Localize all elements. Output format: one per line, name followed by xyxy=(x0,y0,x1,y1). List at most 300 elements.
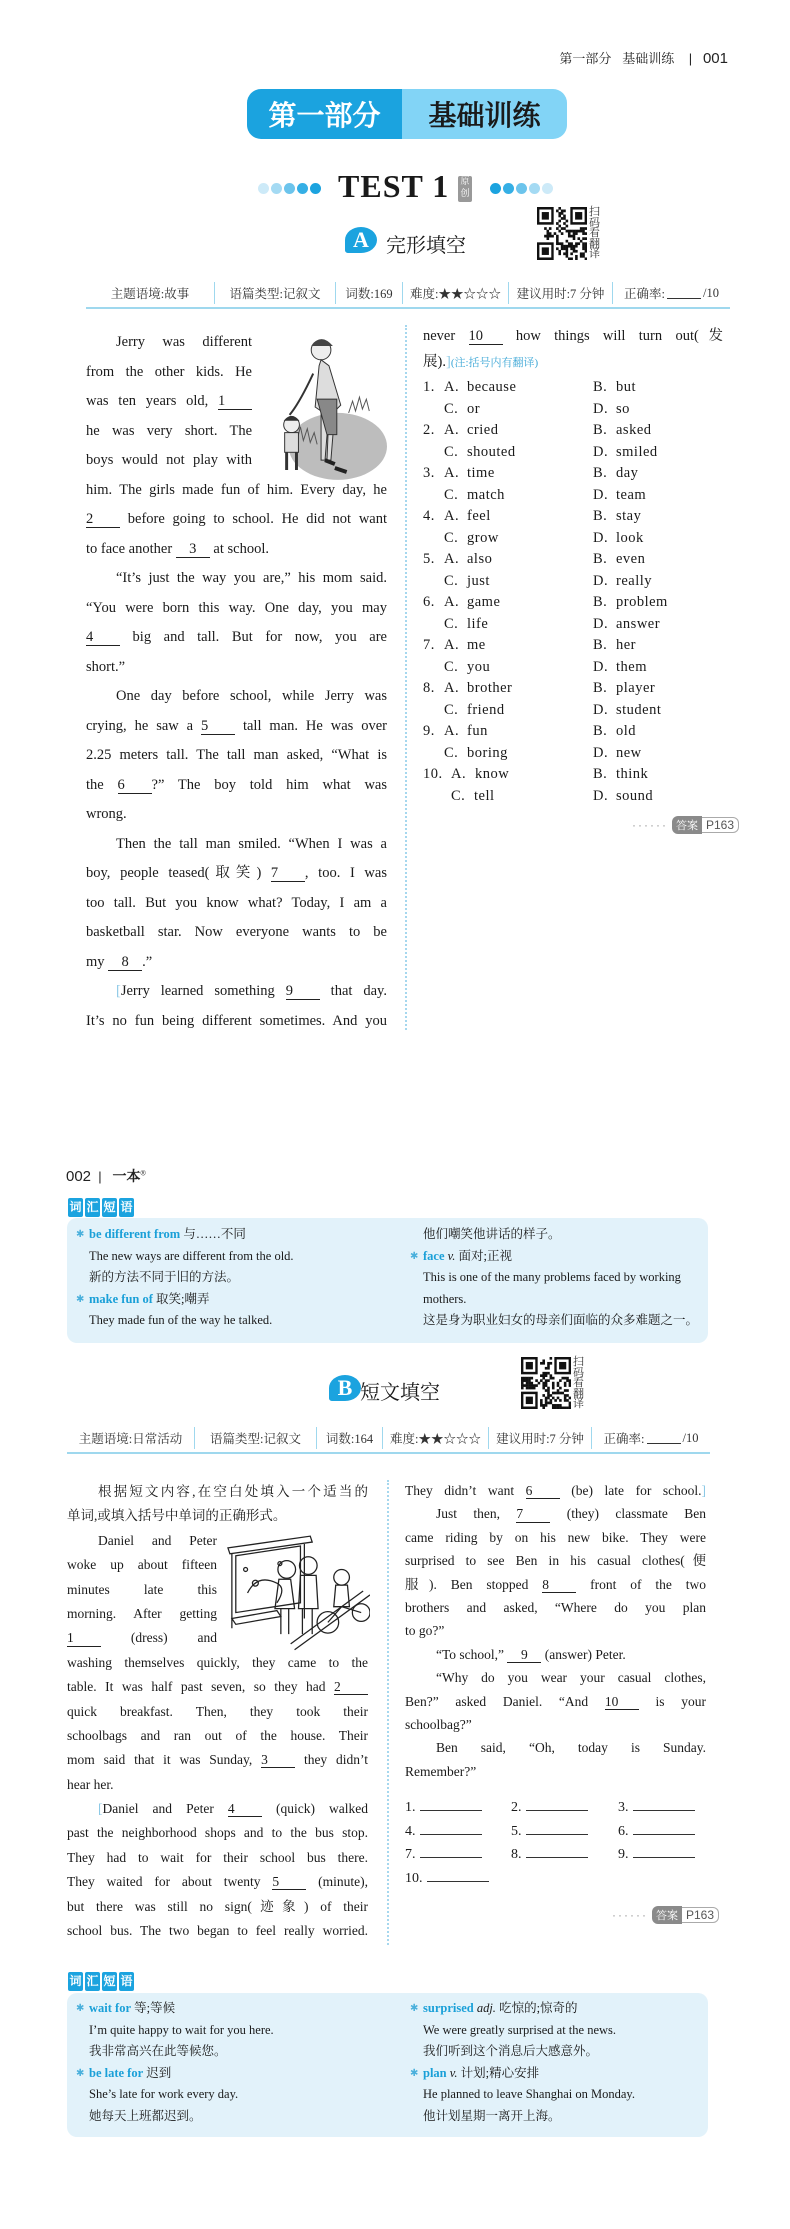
passage-line xyxy=(67,1651,368,1675)
text: Ben?” asked Daniel. “And xyxy=(405,1693,605,1709)
passage-line xyxy=(86,328,252,358)
section-b-icon: B xyxy=(329,1375,361,1401)
passage-line xyxy=(405,1596,706,1619)
text: woke up about fifteen xyxy=(67,1557,217,1573)
answer-blank[interactable] xyxy=(511,1824,588,1840)
option-c[interactable]: grow xyxy=(467,529,499,546)
option-letter-c: C. xyxy=(444,443,459,460)
passage-line xyxy=(423,349,723,375)
option-a[interactable]: time xyxy=(467,465,495,481)
passage-line xyxy=(86,741,387,771)
option-a[interactable]: fun xyxy=(467,723,488,739)
passage-line xyxy=(405,1549,706,1572)
option-a[interactable]: know xyxy=(475,766,510,782)
option-letter-d: D. xyxy=(593,787,609,804)
answer-label: 答案 xyxy=(652,1906,682,1924)
passage-line xyxy=(86,830,387,860)
passage-b-right xyxy=(405,1479,706,1783)
option-letter-c: C. xyxy=(451,787,466,804)
passage-line xyxy=(86,417,252,447)
text: (minute), xyxy=(306,1874,368,1890)
bullet-icon: ✱ xyxy=(410,2003,419,2014)
passage-line xyxy=(405,1573,706,1596)
option-c[interactable]: boring xyxy=(467,744,508,761)
answer-line[interactable] xyxy=(633,1848,695,1858)
header-section: 第一部分 xyxy=(559,51,612,66)
passage-line xyxy=(86,505,387,535)
option-b[interactable]: her xyxy=(616,637,637,653)
text: (be) late for school. xyxy=(559,1483,702,1498)
option-b[interactable]: player xyxy=(616,680,656,696)
answer-line[interactable] xyxy=(526,1848,588,1858)
vocab-text: She’s late for work every day. xyxy=(89,2087,239,2101)
question-number: 4. xyxy=(423,508,435,524)
text: wrong. xyxy=(86,806,127,822)
passage-line xyxy=(67,1724,368,1748)
vocab-text: We were greatly surprised at the news. xyxy=(423,2022,617,2037)
text: 单词,或填入括号中单词的正确形式。 xyxy=(67,1508,287,1524)
option-letter-b: B. xyxy=(593,508,608,524)
option-letter-a: A. xyxy=(444,508,460,524)
blank-9[interactable]: 9 xyxy=(286,984,320,1000)
accuracy-label: 正确率: xyxy=(624,287,665,301)
passage-line xyxy=(86,800,387,830)
vocab-example xyxy=(76,1267,294,1289)
option-letter-c: C. xyxy=(444,615,459,632)
option-d[interactable]: student xyxy=(616,701,662,718)
vocab-pos: adj. xyxy=(473,2001,496,2015)
text: Jerry was different xyxy=(116,334,252,350)
passage-line xyxy=(405,1502,706,1525)
bracket-mark: ] xyxy=(445,354,451,370)
option-letter-c: C. xyxy=(444,572,459,589)
text: 服). Ben stopped xyxy=(405,1576,543,1592)
info-words: 词数:164 xyxy=(317,1427,383,1449)
option-letter-b: B. xyxy=(593,465,608,481)
blank-5[interactable]: 5 xyxy=(201,719,235,735)
text: 展). xyxy=(423,354,446,370)
vocab-entry xyxy=(410,1998,635,2020)
blank-4[interactable]: 4 xyxy=(86,630,120,646)
text: he was very short. The xyxy=(86,422,252,439)
passage-line xyxy=(67,1895,368,1919)
vocab-entry xyxy=(410,1246,698,1268)
option-letter-a: A. xyxy=(444,422,460,438)
vocab-term: surprised xyxy=(423,2001,474,2015)
vocab-entry xyxy=(76,1289,294,1311)
option-a[interactable]: feel xyxy=(467,508,491,524)
blank-1[interactable]: 1 xyxy=(67,1631,101,1646)
vocab-col-right xyxy=(410,1998,635,2127)
vocab-col-left xyxy=(76,1224,294,1332)
dot xyxy=(284,183,295,194)
blank-7[interactable]: 7 xyxy=(271,866,305,882)
vocab-term: wait for xyxy=(89,2001,131,2015)
accuracy-blank[interactable] xyxy=(647,1432,681,1444)
vocab-text: 这是身为职业妇女的母亲们面临的众多难题之一。 xyxy=(423,1313,699,1327)
info-time: 建议用时:7 分钟 xyxy=(489,1427,592,1449)
option-b[interactable]: stay xyxy=(616,508,642,524)
answer-blank-label: 7. xyxy=(405,1847,416,1863)
vocab-meaning: 面对;正视 xyxy=(455,1248,512,1263)
text: schoolbags and ran out of the house. Their xyxy=(67,1727,368,1743)
blank-9[interactable]: 9 xyxy=(507,1648,541,1663)
blank-3[interactable]: 3 xyxy=(176,542,210,558)
text: that day. xyxy=(319,983,387,999)
vocab-example xyxy=(410,2020,635,2042)
banner-left: 第一部分 xyxy=(247,89,402,139)
vocab-label-char: 词 xyxy=(68,1198,83,1217)
answer-page: P163 xyxy=(682,1907,719,1923)
section-a-title: 完形填空 xyxy=(386,233,466,257)
option-d[interactable]: answer xyxy=(616,615,661,632)
vocab-box-1 xyxy=(67,1218,708,1343)
option-d[interactable]: smiled xyxy=(616,443,658,460)
answer-blank[interactable] xyxy=(405,1871,489,1887)
translation-note: (注:括号内有翻译) xyxy=(450,357,539,369)
blank-4[interactable]: 4 xyxy=(228,1802,262,1817)
passage-line xyxy=(67,1480,368,1504)
option-letter-a: A. xyxy=(444,465,460,481)
brand-logo: 一本 xyxy=(112,1168,141,1184)
passage-line xyxy=(405,1619,706,1642)
passage-line xyxy=(86,623,387,653)
answer-line[interactable] xyxy=(633,1801,695,1811)
vocab-pos: v. xyxy=(444,1248,456,1263)
passage-line xyxy=(67,1675,368,1699)
option-b[interactable]: day xyxy=(616,465,639,481)
option-b[interactable]: think xyxy=(616,766,649,782)
answer-blank[interactable] xyxy=(405,1847,482,1863)
passage-line xyxy=(405,1526,706,1549)
passage-line xyxy=(67,1553,217,1577)
option-c[interactable]: tell xyxy=(474,787,495,804)
blank-8[interactable]: 8 xyxy=(108,955,142,971)
info-time: 建议用时:7 分钟 xyxy=(509,282,613,304)
passage-a-right xyxy=(423,323,723,375)
vocab-label xyxy=(68,1198,134,1217)
answer-line[interactable] xyxy=(633,1825,695,1835)
accuracy-total: /10 xyxy=(682,1430,699,1445)
passage-line xyxy=(86,712,387,742)
vocab-label-char: 汇 xyxy=(85,1972,100,1991)
answer-blank-label: 3. xyxy=(618,1800,629,1815)
answer-blank[interactable] xyxy=(405,1800,482,1816)
question-number: 5. xyxy=(423,551,435,567)
info-difficulty: 难度:★★☆☆☆ xyxy=(403,282,509,304)
option-d[interactable]: look xyxy=(616,529,644,546)
question-number: 2. xyxy=(423,422,435,438)
passage-line xyxy=(67,1748,368,1772)
option-c[interactable]: just xyxy=(467,572,490,589)
dot xyxy=(271,183,282,194)
blank-5[interactable]: 5 xyxy=(272,1875,306,1890)
info-theme: 主题语境:故事 xyxy=(86,282,215,304)
option-b[interactable]: problem xyxy=(616,594,668,610)
vocab-label xyxy=(68,1972,134,1991)
passage-line xyxy=(405,1713,706,1736)
bullet-icon: ✱ xyxy=(76,2067,85,2079)
question-number: 8. xyxy=(423,680,435,696)
passage-line xyxy=(67,1578,217,1602)
accuracy-blank[interactable] xyxy=(667,287,701,299)
blank-1[interactable]: 1 xyxy=(218,394,252,410)
text: crying, he saw a xyxy=(86,717,202,734)
text: (dress) and xyxy=(101,1630,217,1646)
option-b[interactable]: old xyxy=(616,723,637,739)
option-a[interactable]: also xyxy=(467,551,493,567)
answer-page: P163 xyxy=(702,817,739,833)
text: One day before school, while Jerry was xyxy=(116,688,387,704)
vocab-text: They made fun of the way he talked. xyxy=(89,1313,273,1327)
bullet-icon: ✱ xyxy=(76,1293,85,1305)
blank-10[interactable]: 10 xyxy=(605,1695,639,1710)
vocab-entry xyxy=(76,1998,274,2020)
option-c[interactable]: or xyxy=(467,400,481,417)
answer-line[interactable] xyxy=(420,1825,482,1835)
option-a[interactable]: me xyxy=(467,637,486,653)
passage-line xyxy=(405,1760,706,1783)
passage-line xyxy=(86,889,387,919)
text: They didn’t want xyxy=(405,1483,526,1498)
option-c[interactable]: shouted xyxy=(467,443,516,460)
question-number: 3. xyxy=(423,465,435,481)
vocab-meaning: 迟到 xyxy=(143,2065,172,2080)
blank-7[interactable]: 7 xyxy=(516,1507,550,1522)
answer-blank[interactable] xyxy=(511,1800,588,1816)
passage-line xyxy=(405,1736,706,1759)
answer-blank[interactable] xyxy=(511,1847,588,1863)
answer-line[interactable] xyxy=(420,1848,482,1858)
answer-label: 答案 xyxy=(672,816,702,834)
question-number: 6. xyxy=(423,594,435,610)
illustration-man-and-boy xyxy=(264,335,387,483)
vocab-entry xyxy=(76,1224,294,1246)
vocab-term: face xyxy=(423,1248,445,1263)
answer-line[interactable] xyxy=(526,1825,588,1835)
text: at school. xyxy=(209,540,269,557)
section-b-title: 短文填空 xyxy=(360,1380,440,1404)
passage-line xyxy=(67,1626,217,1650)
dot xyxy=(529,183,540,194)
vocab-text: 他们嘲笑他讲话的样子。 xyxy=(423,1227,561,1241)
answer-blank[interactable] xyxy=(405,1824,482,1840)
answer-line[interactable] xyxy=(420,1801,482,1811)
text: the xyxy=(86,776,118,793)
text: .” xyxy=(142,953,153,970)
question-number: 9. xyxy=(423,723,435,739)
bullet-icon: ✱ xyxy=(76,1229,85,1240)
info-genre: 语篇类型:记叙文 xyxy=(195,1427,317,1449)
vocab-label-char: 语 xyxy=(119,1198,134,1217)
option-letter-a: A. xyxy=(444,594,460,610)
text: “To school,” xyxy=(436,1646,508,1662)
option-d[interactable]: them xyxy=(616,658,647,675)
info-bar xyxy=(86,282,730,309)
answer-blank-label: 2. xyxy=(511,1800,522,1815)
passage-line xyxy=(405,1643,706,1666)
passage-line xyxy=(67,1602,217,1626)
text: (they) classmate Ben xyxy=(550,1506,706,1522)
vocab-text: mothers. xyxy=(423,1291,467,1306)
dot xyxy=(542,183,553,194)
answer-reference[interactable] xyxy=(632,816,739,834)
option-letter-a: A. xyxy=(444,637,460,653)
option-letter-a: A. xyxy=(444,680,460,696)
text: table. It was half past seven, so they had xyxy=(67,1679,334,1695)
option-a[interactable]: cried xyxy=(467,422,499,438)
option-letter-d: D. xyxy=(593,529,609,546)
passage-line xyxy=(67,1870,368,1894)
text: 根据短文内容,在空白处填入一个适当的 xyxy=(98,1484,368,1499)
question-number: 7. xyxy=(423,637,435,653)
answer-line[interactable] xyxy=(526,1801,588,1811)
option-letter-d: D. xyxy=(593,658,609,675)
column-divider xyxy=(405,325,407,1030)
vocab-example xyxy=(410,1267,698,1289)
passage-line xyxy=(86,653,387,683)
blank-2[interactable]: 2 xyxy=(86,512,120,528)
header-subsection: 基础训练 xyxy=(622,51,675,66)
passage-line xyxy=(67,1846,368,1870)
text: him. The girls made fun of him. Every day, he xyxy=(86,481,387,498)
answer-line[interactable] xyxy=(427,1872,489,1882)
option-c[interactable]: match xyxy=(467,486,505,503)
text: Ben said, “Oh, today is Sunday. xyxy=(436,1740,706,1756)
passage-line xyxy=(86,594,387,624)
dot xyxy=(516,183,527,194)
vocab-example xyxy=(410,1289,698,1311)
answer-reference[interactable] xyxy=(612,1906,719,1924)
option-b[interactable]: asked xyxy=(616,422,652,438)
info-bar xyxy=(67,1427,710,1454)
vocab-entry xyxy=(76,2063,274,2085)
answer-blank-label: 4. xyxy=(405,1823,416,1839)
answer-blank[interactable] xyxy=(618,1824,695,1840)
option-letter-d: D. xyxy=(593,701,609,718)
option-letter-b: B. xyxy=(593,422,608,438)
option-letter-d: D. xyxy=(593,443,609,460)
blank-8[interactable]: 8 xyxy=(542,1578,576,1593)
option-letter-b: B. xyxy=(593,637,608,653)
vocab-text: 新的方法不同于旧的方法。 xyxy=(89,1270,240,1284)
passage-line xyxy=(86,1007,387,1037)
text: morning. After getting xyxy=(67,1605,217,1621)
answer-blank[interactable] xyxy=(618,1800,695,1816)
vocab-text: He planned to leave Shanghai on Monday. xyxy=(423,2087,635,2101)
text: to go?” xyxy=(405,1623,445,1639)
text: quick breakfast. Then, they took their xyxy=(67,1703,368,1719)
vocab-term: make fun of xyxy=(89,1291,153,1306)
text: tall man. He was over xyxy=(235,717,387,734)
vocab-label-char: 短 xyxy=(102,1972,117,1991)
passage-line xyxy=(67,1700,368,1724)
vocab-text: 她每天上班都迟到。 xyxy=(89,2108,202,2123)
text: It’s no fun being different sometimes. And you xyxy=(86,1012,387,1029)
text: never xyxy=(423,328,469,344)
text: was ten years old, xyxy=(86,393,218,409)
text: Remember?” xyxy=(405,1763,477,1779)
qr-code[interactable] xyxy=(537,207,587,260)
option-a[interactable]: because xyxy=(467,379,517,395)
info-theme: 主题语境:日常活动 xyxy=(67,1427,195,1449)
blank-3[interactable]: 3 xyxy=(261,1753,295,1768)
vocab-term: plan xyxy=(423,2065,447,2080)
vocab-label-char: 短 xyxy=(102,1198,117,1217)
option-letter-a: A. xyxy=(451,766,467,782)
option-letter-d: D. xyxy=(593,400,609,417)
bullet-icon: ✱ xyxy=(410,2067,419,2079)
page-header-2: 002 | 一本® xyxy=(66,1168,146,1185)
answer-blank[interactable] xyxy=(618,1847,695,1863)
blank-6[interactable]: 6 xyxy=(526,1484,560,1499)
passage-line xyxy=(86,387,252,417)
option-letter-c: C. xyxy=(444,529,459,546)
vocab-label-char: 词 xyxy=(68,1972,83,1991)
vocab-term: be late for xyxy=(89,2065,144,2080)
option-b[interactable]: but xyxy=(616,379,637,395)
blank-2[interactable]: 2 xyxy=(334,1680,368,1695)
vocab-meaning: 与……不同 xyxy=(180,1227,246,1241)
text: to face another xyxy=(86,540,176,557)
option-d[interactable]: sound xyxy=(616,787,654,804)
text: “It’s just the way you are,” his mom said. xyxy=(116,570,387,586)
option-b[interactable]: even xyxy=(616,551,646,567)
text: Then the tall man smiled. “When I was a xyxy=(116,835,387,852)
dot xyxy=(310,183,321,194)
question-number: 1. xyxy=(423,379,435,395)
qr-code[interactable] xyxy=(521,1357,571,1409)
passage-line xyxy=(405,1479,706,1502)
illustration-bus-stop xyxy=(226,1533,370,1651)
passage-line xyxy=(67,1821,368,1845)
passage-line xyxy=(86,977,387,1007)
option-a[interactable]: game xyxy=(467,594,501,610)
blank-10[interactable]: 10 xyxy=(469,329,503,345)
accuracy-label: 正确率: xyxy=(603,1432,645,1446)
info-words: 词数:169 xyxy=(336,282,403,304)
passage-line xyxy=(67,1797,368,1821)
passage-line xyxy=(86,948,387,978)
option-letter-b: B. xyxy=(593,680,608,696)
option-c[interactable]: friend xyxy=(467,701,505,718)
option-d[interactable]: new xyxy=(616,744,642,761)
option-letter-c: C. xyxy=(444,744,459,761)
option-letter-a: A. xyxy=(444,551,460,567)
original-tag: 原创 xyxy=(458,176,472,202)
info-difficulty: 难度:★★☆☆☆ xyxy=(383,1427,489,1449)
accuracy-total: /10 xyxy=(703,285,719,300)
option-c[interactable]: you xyxy=(467,658,491,675)
option-c[interactable]: life xyxy=(467,615,489,632)
option-d[interactable]: so xyxy=(616,400,630,417)
text: Daniel and Peter xyxy=(98,1532,217,1548)
vocab-example xyxy=(410,2106,635,2128)
vocab-label-char: 语 xyxy=(119,1972,134,1991)
blank-6[interactable]: 6 xyxy=(118,778,152,794)
text: Just then, xyxy=(436,1506,517,1522)
option-d[interactable]: team xyxy=(616,486,647,503)
text: surprised to see Ben in his casual clothes(便 xyxy=(405,1553,706,1569)
vocab-pos: v. xyxy=(446,2065,458,2080)
vocab-meaning: 等;等候 xyxy=(131,2001,176,2015)
page-header: 第一部分 基础训练 | 001 xyxy=(559,50,728,67)
option-d[interactable]: really xyxy=(616,572,653,589)
vocab-col-right xyxy=(410,1224,698,1332)
vocab-example xyxy=(76,2041,274,2063)
text: mom said that it was Sunday, xyxy=(67,1752,262,1768)
option-a[interactable]: brother xyxy=(467,680,513,696)
